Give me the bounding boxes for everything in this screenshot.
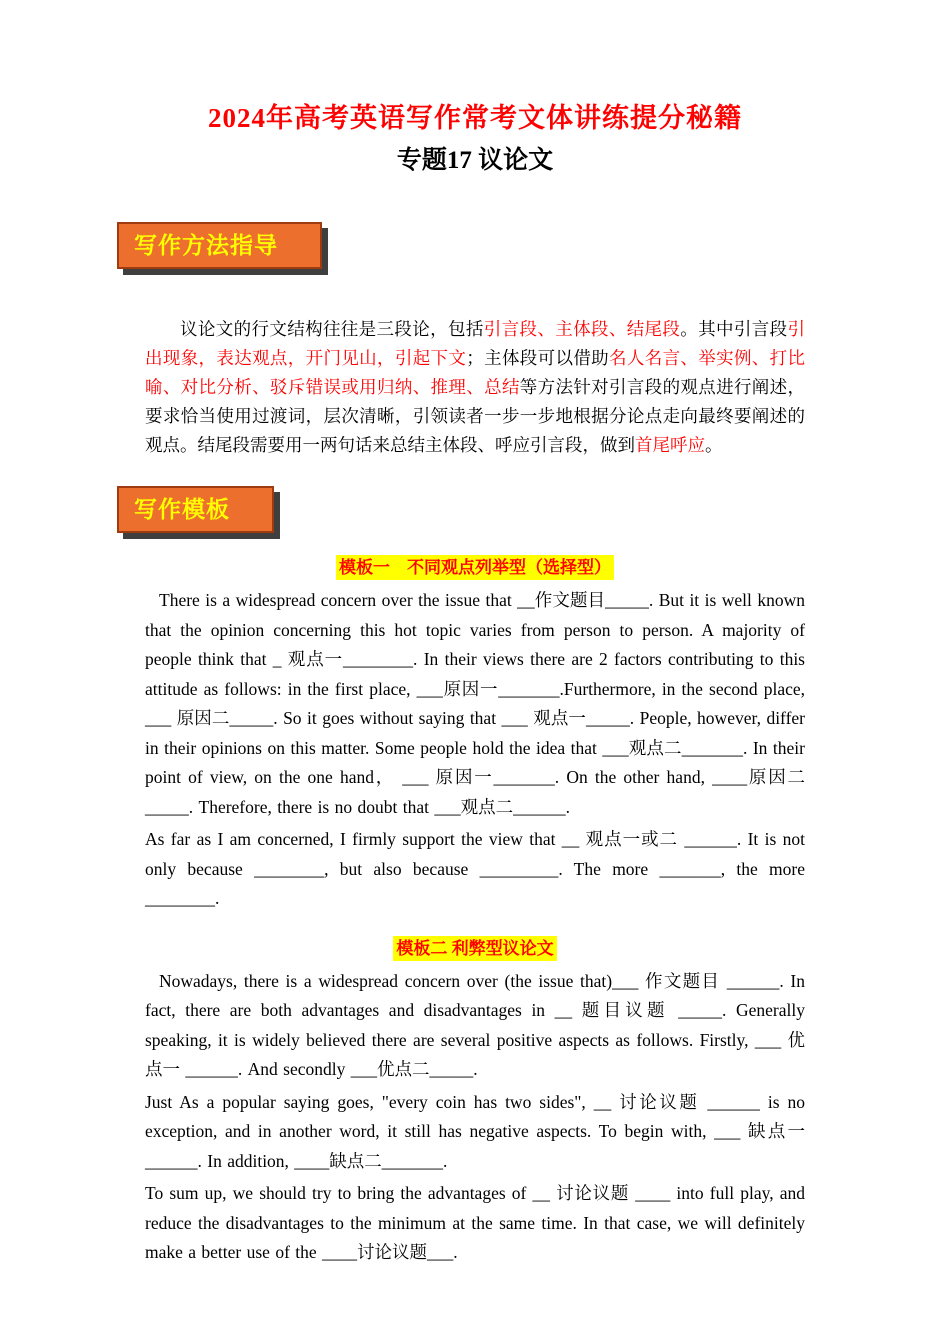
template-one-paragraph-2: As far as I am concerned, I firmly support the view that __ 观点一或二 ______. It is not only because ________, but also because _________. The more _______, the more ________. <box>145 829 805 908</box>
template-two-heading-row <box>145 936 805 961</box>
method-guide-banner <box>117 222 322 269</box>
template-two-paragraph-2: Just As a popular saying goes, "every coin has two sides", __ 讨论议题 ______ is no exception, and in another word, it still has negative aspects. To begin with, ___ 缺点一 ______. In addition, ____缺点二_______. <box>145 1091 805 1171</box>
template-one-heading: 模板一 不同观点列举型（选择型） <box>336 555 614 580</box>
writing-template-banner-label: 写作模板 <box>134 496 230 522</box>
template-two-heading: 模板二 利弊型议论文 <box>393 936 556 961</box>
writing-template-banner <box>117 486 274 533</box>
method-guide-paragraph: 议论文的行文结构往往是三段论，包括引言段、主体段、结尾段。其中引言段引出现象，表达观点，开门见山，引起下文；主体段可以借助名人名言、举实例、打比喻、对比分析、驳斥错误或用归纳、推理、总结等方法针对引言段的观点进行阐述，要求恰当使用过渡词，层次清晰，引领读者一步一步地根据分论点走向最终要阐述的观点。结尾段需要用一两句话来总结主体段、呼应引言段，做到首尾呼应。 <box>145 319 806 455</box>
page-subtitle: 专题17 议论文 <box>396 147 554 174</box>
template-two-paragraph-3: To sum up, we should try to bring the advantages of __ 讨论议题 ____ into full play, and reduce the disadvantages to the minimum at the same time. In that case, we will definitely make a better use of the ____讨论议题___. <box>145 1183 805 1262</box>
template-one-heading-row <box>145 555 805 580</box>
template-one-paragraph-1: There is a widespread concern over the issue that __作文题目_____. But it is well known that the opinion concerning this hot topic varies from person to person. A majority of people think that _ 观点一________. In their views there are 2 factors contributing to this attitude as follows: in the first place, ___原因一_______.Furthermore, in the second place, ___ 原因二_____. So it goes without saying that ___ 观点一_____. People, however, differ in their opinions on this matter. Some people hold the idea that ___观点二_______. In their point of view, on the one hand， ___ 原因一_______. On the other hand, ____原因二_____. Therefore, there is no doubt that ___观点二______. <box>145 590 805 817</box>
template-two-paragraph-1: Nowadays, there is a widespread concern over (the issue that)___ 作文题目 ______. In fact, there are both advantages and disadvantages in __ 题目议题 _____. Generally speaking, it is widely believed there are several positive aspects as follows. Firstly, ___ 优点一 ______. And secondly ___优点二_____. <box>145 970 805 1079</box>
method-guide-banner-label: 写作方法指导 <box>134 232 278 258</box>
page-title: 2024年高考英语写作常考文体讲练提分秘籍 <box>208 103 742 133</box>
